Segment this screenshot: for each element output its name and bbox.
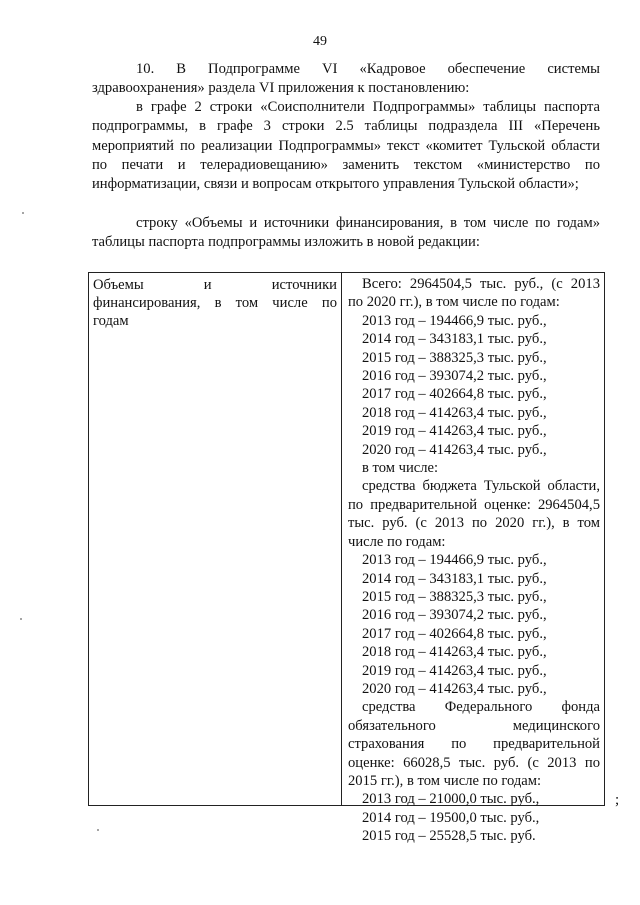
paragraph-financing-row: строку «Объемы и источники финансирования, в том числе по годам» таблицы паспорта подпрограммы изложить в новой редакции: bbox=[92, 215, 600, 251]
year-line: 2013 год – 21000,0 тыс. руб., bbox=[362, 791, 540, 808]
regional-line: по предварительной оценке: 2964504,5 bbox=[348, 496, 600, 513]
year-line: 2015 год – 388325,3 тыс. руб., bbox=[362, 588, 547, 605]
year-line: 2014 год – 19500,0 тыс. руб., bbox=[362, 809, 540, 826]
including-line: в том числе: bbox=[362, 460, 439, 477]
regional-line: средства бюджета Тульской области, bbox=[362, 478, 600, 495]
year-line: 2019 год – 414263,4 тыс. руб., bbox=[362, 662, 547, 679]
federal-line: обязательного медицинского bbox=[348, 717, 600, 734]
paragraph-column-2-replacement: в графе 2 строки «Соисполнители Подпрограммы» таблицы паспорта подпрограммы, в графе 3 строки 2.5 таблицы подраздела III «Перечень мероприятий по реализации Подпрограммы» текст «комитет Тульской области по печати и телерадиовещанию» заменить текстом «министерство по информатизации, связи и вопросам открытого управления Тульской области»; bbox=[92, 99, 600, 193]
year-line: 2016 год – 393074,2 тыс. руб., bbox=[362, 368, 547, 385]
year-line: 2018 год – 414263,4 тыс. руб., bbox=[362, 644, 547, 661]
year-line: 2015 год – 25528,5 тыс. руб. bbox=[362, 828, 536, 845]
federal-line: страхования по предварительной bbox=[348, 736, 600, 753]
table-left-cell bbox=[89, 273, 342, 805]
scan-speck bbox=[97, 829, 99, 831]
page-number: 49 bbox=[313, 34, 327, 49]
financing-table bbox=[88, 272, 605, 845]
federal-line: средства Федерального фонда bbox=[362, 699, 600, 716]
federal-line: оценке: 66028,5 тыс. руб. (с 2013 по bbox=[348, 754, 600, 771]
scan-speck bbox=[22, 212, 24, 214]
year-line: 2015 год – 388325,3 тыс. руб., bbox=[362, 349, 547, 366]
year-line: 2014 год – 343183,1 тыс. руб., bbox=[362, 570, 547, 587]
left-cell-line: годам bbox=[93, 313, 129, 329]
year-line: 2018 год – 414263,4 тыс. руб., bbox=[362, 404, 547, 421]
year-line: 2013 год – 194466,9 тыс. руб., bbox=[362, 312, 547, 329]
year-line: 2017 год – 402664,8 тыс. руб., bbox=[362, 386, 547, 403]
year-line: 2020 год – 414263,4 тыс. руб., bbox=[362, 441, 547, 458]
trailing-semicolon: ; bbox=[615, 792, 620, 808]
scan-speck bbox=[20, 618, 22, 620]
regional-line: тыс. руб. (с 2013 по 2020 гг.), в том bbox=[348, 515, 600, 532]
federal-line: 2015 гг.), в том числе по годам: bbox=[348, 772, 542, 789]
left-cell-line: финансирования, в том числе по bbox=[93, 295, 337, 311]
year-line: 2017 год – 402664,8 тыс. руб., bbox=[362, 625, 547, 642]
total-line: по 2020 гг.), в том числе по годам: bbox=[348, 294, 560, 311]
year-line: 2019 год – 414263,4 тыс. руб., bbox=[362, 423, 547, 440]
year-line: 2020 год – 414263,4 тыс. руб., bbox=[362, 680, 547, 697]
year-line: 2013 год – 194466,9 тыс. руб., bbox=[362, 552, 547, 569]
year-line: 2016 год – 393074,2 тыс. руб., bbox=[362, 607, 547, 624]
paragraph-item-10: 10. В Подпрограмме VI «Кадровое обеспечение системы здравоохранения» раздела VI приложения к постановлению: bbox=[92, 61, 600, 97]
regional-line: числе по годам: bbox=[348, 533, 446, 550]
left-cell-line: Объемы и источники bbox=[93, 277, 337, 293]
year-line: 2014 год – 343183,1 тыс. руб., bbox=[362, 331, 547, 348]
table-right-cell bbox=[342, 273, 604, 845]
total-line: Всего: 2964504,5 тыс. руб., (с 2013 bbox=[362, 276, 600, 292]
